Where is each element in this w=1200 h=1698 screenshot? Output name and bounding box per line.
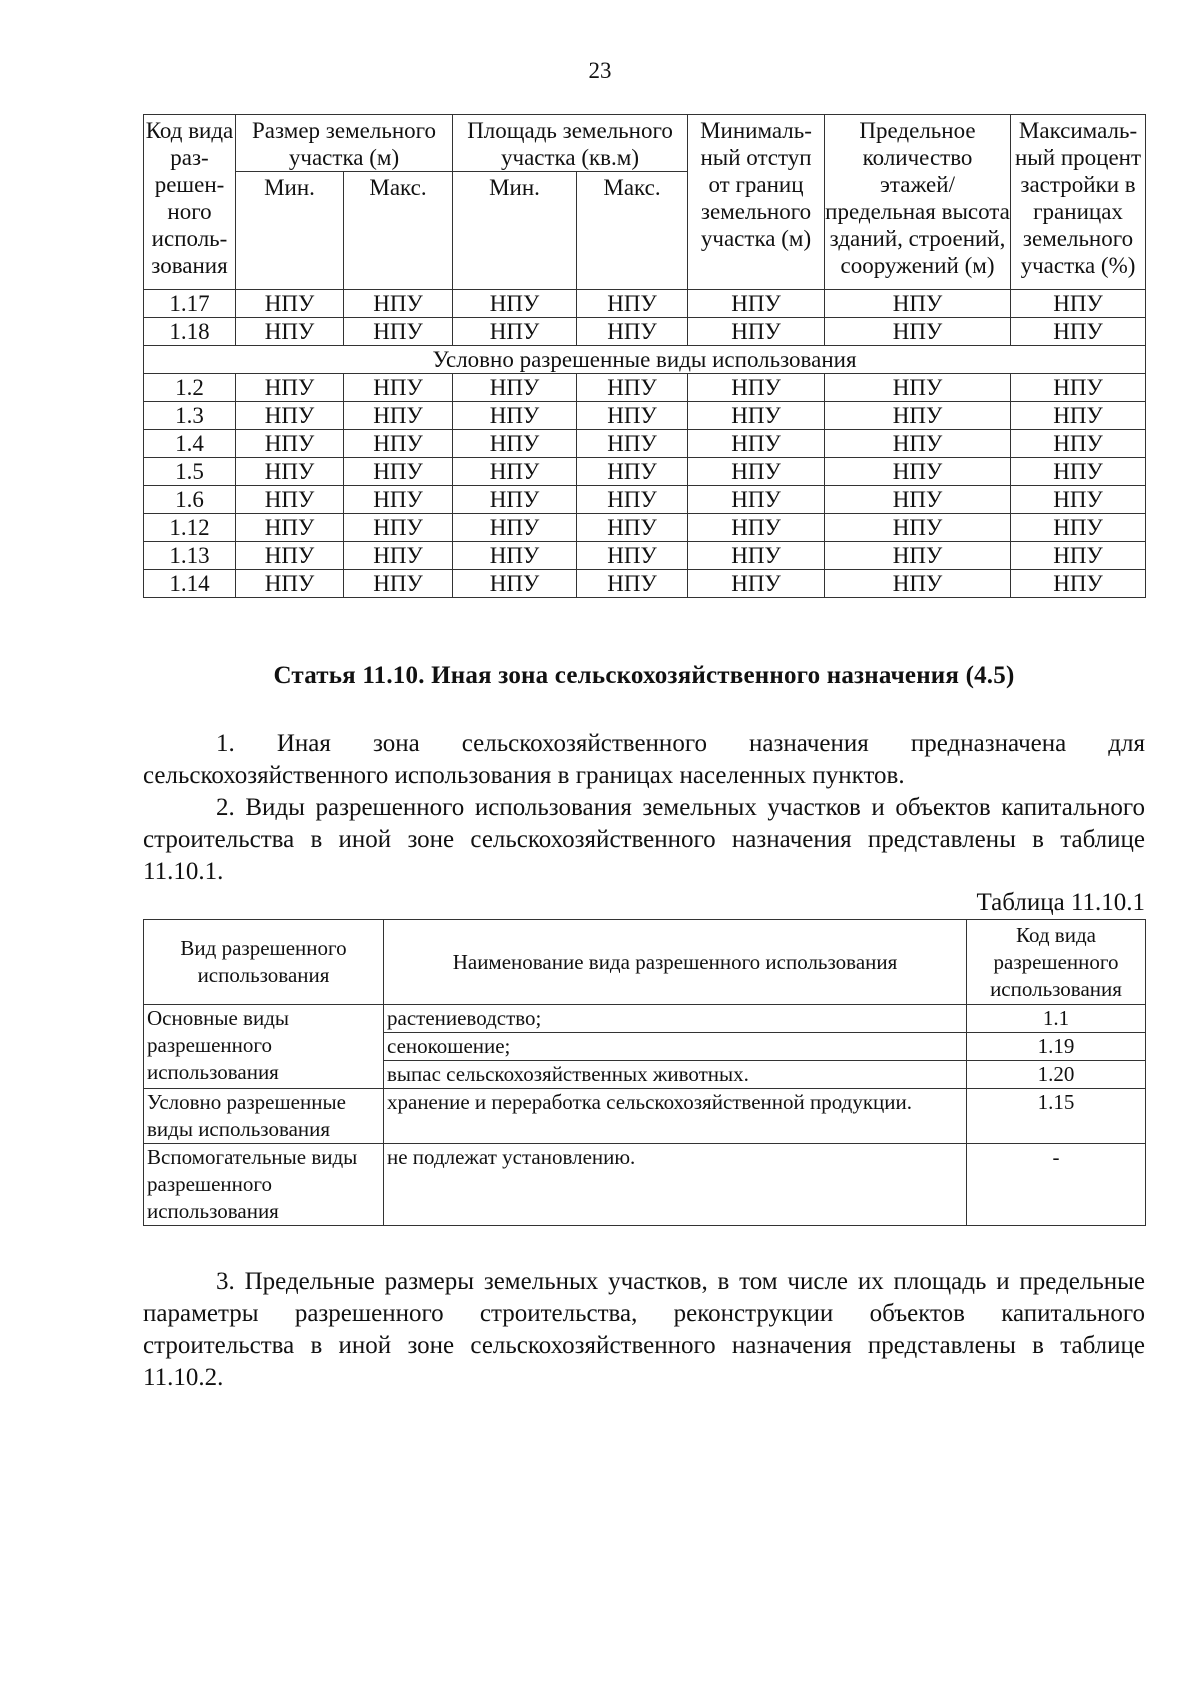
cell-value: НПУ [577, 458, 688, 486]
cell-value: НПУ [453, 290, 577, 318]
cell-value: НПУ [236, 374, 344, 402]
group-conditional: Условно разрешенные виды использования [144, 1089, 384, 1144]
cell-value: НПУ [577, 402, 688, 430]
use-name: растениеводство; [384, 1005, 967, 1033]
cell-code: 1.13 [144, 542, 236, 570]
cell-value: НПУ [236, 430, 344, 458]
table-row [144, 542, 1146, 570]
cell-value: НПУ [453, 514, 577, 542]
header-percent: Максималь-ный процент застройки в границах земельного участка (%) [1011, 115, 1146, 290]
cell-value: НПУ [453, 458, 577, 486]
cell-value: НПУ [825, 570, 1011, 598]
use-code: 1.20 [967, 1061, 1146, 1089]
cell-value: НПУ [825, 486, 1011, 514]
cell-value: НПУ [1011, 402, 1146, 430]
cell-value: НПУ [688, 514, 825, 542]
table-row [144, 570, 1146, 598]
cell-value: НПУ [1011, 486, 1146, 514]
cell-value: НПУ [825, 318, 1011, 346]
cell-value: НПУ [344, 542, 453, 570]
cell-value: НПУ [344, 402, 453, 430]
cell-code: 1.6 [144, 486, 236, 514]
table-row [144, 290, 1146, 318]
parameters-table [143, 114, 1146, 598]
cell-code: 1.12 [144, 514, 236, 542]
cell-value: НПУ [688, 486, 825, 514]
cell-value: НПУ [825, 514, 1011, 542]
conditional-rows [144, 374, 1146, 598]
cell-value: НПУ [688, 458, 825, 486]
cell-value: НПУ [453, 570, 577, 598]
cell-value: НПУ [344, 514, 453, 542]
cell-value: НПУ [236, 486, 344, 514]
table-row [144, 318, 1146, 346]
cell-value: НПУ [577, 514, 688, 542]
use-name: выпас сельскохозяйственных животных. [384, 1061, 967, 1089]
cell-value: НПУ [236, 458, 344, 486]
paragraph-3: 3. Предельные размеры земельных участков, в том числе их площадь и предельные параметры разрешенного строительства, реконструкции объектов капитального строительства в иной зоне сельскохозяйственного назначения представлены в таблице 11.10.2. [143, 1268, 1145, 1391]
cell-value: НПУ [1011, 542, 1146, 570]
use-name: хранение и переработка сельскохозяйственной продукции. [384, 1089, 967, 1144]
cell-value: НПУ [688, 402, 825, 430]
header-floors: Предельное количество этажей/ предельная высота зданий, строений, сооружений (м) [825, 115, 1011, 290]
article-title: Статья 11.10. Иная зона сельскохозяйственного назначения (4.5) [273, 662, 1015, 689]
header-size-max: Макс. [344, 172, 453, 290]
cell-code: 1.4 [144, 430, 236, 458]
cell-value: НПУ [453, 542, 577, 570]
cell-value: НПУ [577, 486, 688, 514]
header-size-min: Мин. [236, 172, 344, 290]
group-main: Основные виды разрешенного использования [144, 1005, 384, 1089]
cell-value: НПУ [577, 570, 688, 598]
cell-value: НПУ [1011, 430, 1146, 458]
cell-value: НПУ [236, 542, 344, 570]
cell-value: НПУ [1011, 374, 1146, 402]
paragraph-1: 1. Иная зона сельскохозяйственного назначения предназначена для сельскохозяйственного использования в границах населенных пунктов. [143, 730, 1145, 789]
cell-value: НПУ [236, 570, 344, 598]
cell-value: НПУ [344, 486, 453, 514]
page-number: 23 [588, 58, 612, 83]
use-name: не подлежат установлению. [384, 1144, 967, 1226]
use-code: - [967, 1144, 1146, 1226]
cell-value: НПУ [344, 430, 453, 458]
table-row [144, 374, 1146, 402]
cell-value: НПУ [453, 374, 577, 402]
cell-value: НПУ [453, 318, 577, 346]
cell-value: НПУ [344, 374, 453, 402]
cell-value: НПУ [688, 374, 825, 402]
section-conditional-label: Условно разрешенные виды использования [144, 346, 1146, 374]
cell-value: НПУ [577, 374, 688, 402]
cell-value: НПУ [577, 318, 688, 346]
cell-code: 1.2 [144, 374, 236, 402]
cell-code: 1.18 [144, 318, 236, 346]
table-row [144, 514, 1146, 542]
paragraph-2: 2. Виды разрешенного использования земельных участков и объектов капитального строительства в иной зоне сельскохозяйственного назначения представлены в таблице 11.10.1. [143, 794, 1145, 885]
permitted-use-table [143, 919, 1146, 1226]
cell-value: НПУ [577, 542, 688, 570]
cell-value: НПУ [688, 430, 825, 458]
use-code: 1.1 [967, 1005, 1146, 1033]
use-code: 1.19 [967, 1033, 1146, 1061]
cell-value: НПУ [825, 542, 1011, 570]
header-setback: Минималь-ный отступ от границ земельного участка (м) [688, 115, 825, 290]
cell-value: НПУ [688, 570, 825, 598]
group-auxiliary: Вспомогательные виды разрешенного использования [144, 1144, 384, 1226]
cell-code: 1.14 [144, 570, 236, 598]
cell-value: НПУ [825, 458, 1011, 486]
cell-value: НПУ [236, 514, 344, 542]
cell-value: НПУ [344, 570, 453, 598]
cell-value: НПУ [1011, 318, 1146, 346]
cell-value: НПУ [825, 374, 1011, 402]
cell-code: 1.17 [144, 290, 236, 318]
use-name: сенокошение; [384, 1033, 967, 1061]
cell-code: 1.3 [144, 402, 236, 430]
cell-value: НПУ [688, 290, 825, 318]
use-code: 1.15 [967, 1089, 1146, 1144]
header-kind: Вид разрешенного использования [144, 920, 384, 1005]
cell-value: НПУ [1011, 458, 1146, 486]
header-area-max: Макс. [577, 172, 688, 290]
table-caption: Таблица 11.10.1 [976, 889, 1145, 916]
table-row [144, 402, 1146, 430]
header-name: Наименование вида разрешенного использования [384, 920, 967, 1005]
cell-value: НПУ [236, 402, 344, 430]
cell-value: НПУ [825, 402, 1011, 430]
cell-value: НПУ [453, 430, 577, 458]
cell-value: НПУ [825, 430, 1011, 458]
cell-value: НПУ [344, 458, 453, 486]
header-code: Код вида раз-решен-ного исполь-зования [144, 115, 236, 290]
header-area-group: Площадь земельного участка (кв.м) [453, 115, 688, 172]
cell-value: НПУ [1011, 290, 1146, 318]
table-row [144, 486, 1146, 514]
main-rows [144, 290, 1146, 346]
cell-value: НПУ [453, 486, 577, 514]
table-row [144, 430, 1146, 458]
cell-value: НПУ [688, 318, 825, 346]
cell-value: НПУ [825, 290, 1011, 318]
cell-value: НПУ [236, 318, 344, 346]
cell-value: НПУ [688, 542, 825, 570]
header-area-min: Мин. [453, 172, 577, 290]
table-row [144, 458, 1146, 486]
cell-value: НПУ [1011, 514, 1146, 542]
header-size-group: Размер земельного участка (м) [236, 115, 453, 172]
cell-code: 1.5 [144, 458, 236, 486]
cell-value: НПУ [344, 290, 453, 318]
cell-value: НПУ [577, 430, 688, 458]
cell-value: НПУ [236, 290, 344, 318]
cell-value: НПУ [344, 318, 453, 346]
cell-value: НПУ [453, 402, 577, 430]
header-use-code: Код вида разрешенного использования [967, 920, 1146, 1005]
cell-value: НПУ [1011, 570, 1146, 598]
cell-value: НПУ [577, 290, 688, 318]
